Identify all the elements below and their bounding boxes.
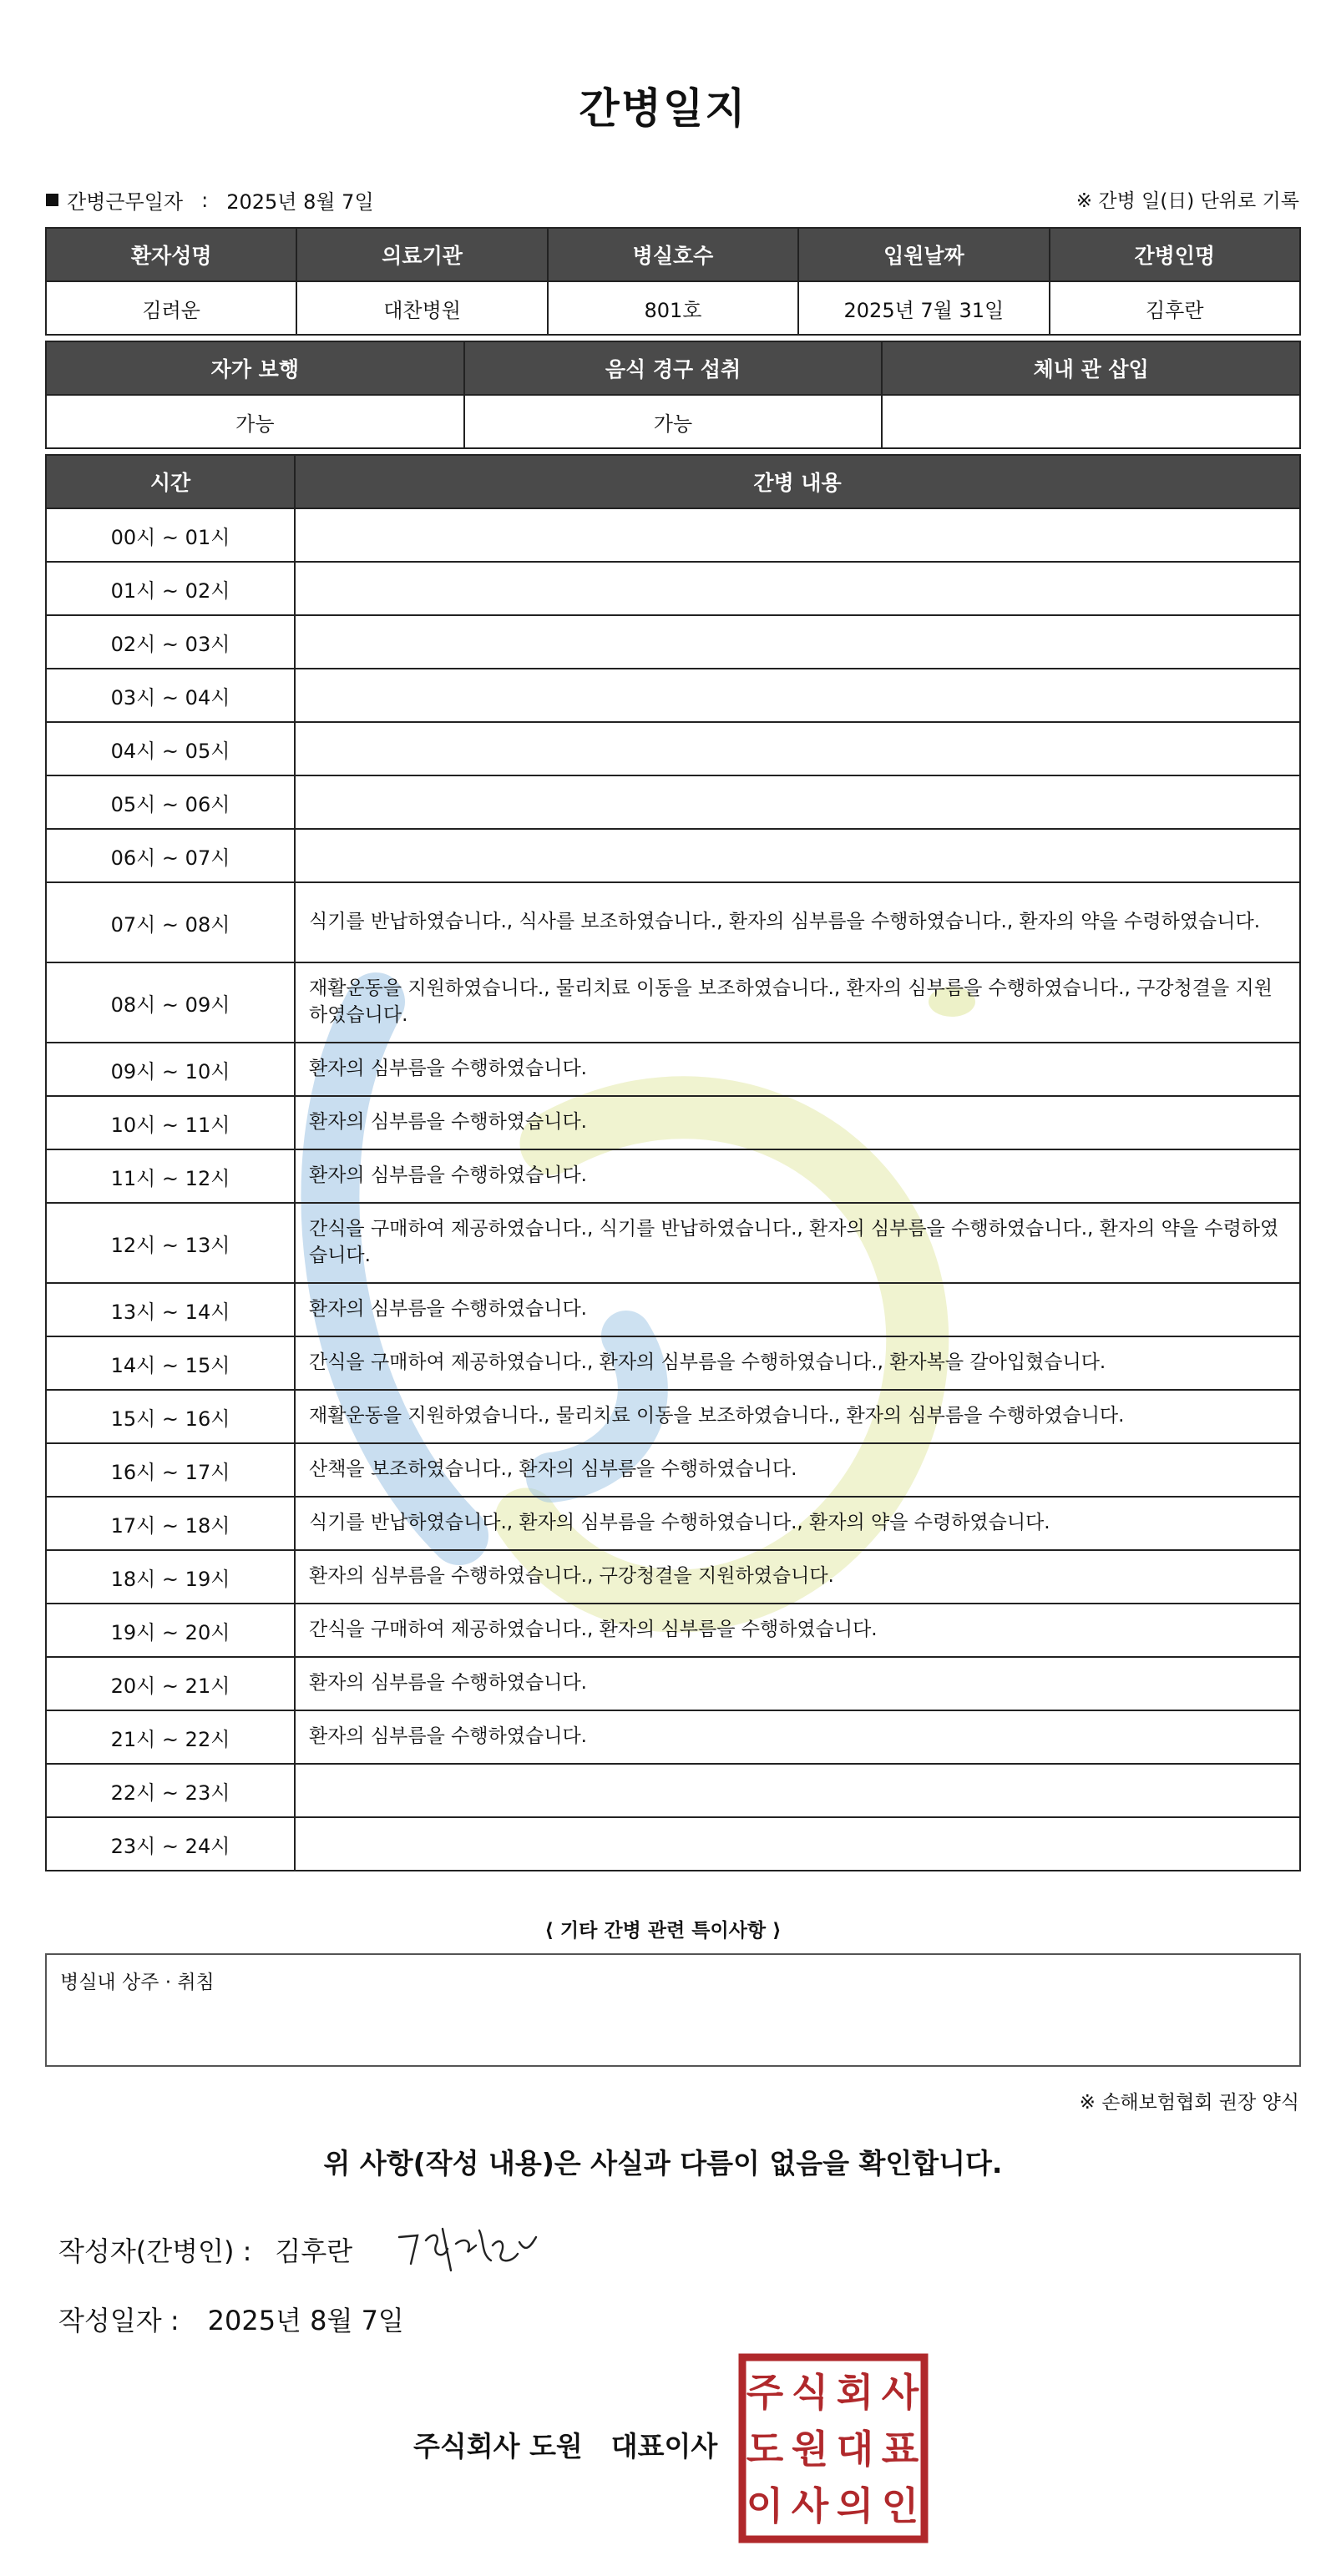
patient-info-table [45,227,1301,336]
time-cell: 21시 ~ 22시 [46,1710,295,1764]
content-cell [295,1817,1300,1871]
admission-date-header: 입원날짜 [798,228,1049,281]
writer-line [58,2230,352,2269]
unit-note: ※ 간병 일(日) 단위로 기록 [1075,190,1299,212]
time-cell: 03시 ~ 04시 [46,669,295,722]
table-row [46,1443,1300,1497]
table-row [46,1203,1300,1283]
seal-glyph: 표 [881,2427,919,2472]
written-date-line [58,2300,404,2338]
tube-value [882,395,1300,448]
content-header: 간병 내용 [295,455,1300,508]
time-cell: 22시 ~ 23시 [46,1764,295,1817]
content-cell: 식기를 반납하였습니다., 식사를 보조하였습니다., 환자의 심부름을 수행하였습니다., 환자의 약을 수령하였습니다. [295,882,1300,962]
table-row [46,1497,1300,1550]
walking-header: 자가 보행 [46,341,464,395]
time-cell: 12시 ~ 13시 [46,1203,295,1283]
content-cell: 간식을 구매하여 제공하였습니다., 환자의 심부름을 수행하였습니다. [295,1604,1300,1657]
content-cell: 환자의 심부름을 수행하였습니다. [295,1657,1300,1710]
walking-value: 가능 [46,395,464,448]
written-date-label: 작성일자 : [58,2305,180,2336]
table-row [46,669,1300,722]
company-line [413,2425,717,2464]
content-cell: 식기를 반납하였습니다., 환자의 심부름을 수행하였습니다., 환자의 약을 수령하였습니다. [295,1497,1300,1550]
time-cell: 07시 ~ 08시 [46,882,295,962]
document-title: 간병일지 [579,84,747,133]
seal-glyph: 식 [791,2370,829,2415]
company-name: 주식회사 도원 [413,2430,583,2462]
table-row [46,962,1300,1043]
content-cell: 재활운동을 지원하였습니다., 물리치료 이동을 보조하였습니다., 환자의 심부름을 수행하였습니다., 구강청결을 지원하였습니다. [295,962,1300,1043]
ability-table [45,341,1301,449]
seal-glyph: 인 [881,2483,919,2528]
table-row [46,1336,1300,1390]
work-date-sep: : [201,188,209,212]
seal-glyph: 사 [881,2370,919,2415]
special-notes-title: ⟨ 기타 간병 관련 특이사항 ⟩ [544,1920,782,1942]
time-cell: 01시 ~ 02시 [46,562,295,615]
written-date-value: 2025년 8월 7일 [207,2305,404,2336]
table-row [46,775,1300,829]
patient-name: 김려운 [46,281,296,335]
time-cell: 05시 ~ 06시 [46,775,295,829]
writer-label: 작성자(간병인) : [58,2235,252,2267]
table-row [46,562,1300,615]
time-cell: 08시 ~ 09시 [46,962,295,1043]
writer-name: 김후란 [275,2235,353,2267]
table-row [46,1096,1300,1149]
content-cell: 간식을 구매하여 제공하였습니다., 환자의 심부름을 수행하였습니다., 환자복을 갈아입혔습니다. [295,1336,1300,1390]
table-row [46,1283,1300,1336]
content-cell [295,562,1300,615]
company-role: 대표이사 [610,2430,718,2462]
time-header: 시간 [46,455,295,508]
oral-intake-header: 음식 경구 섭취 [464,341,883,395]
content-cell: 환자의 심부름을 수행하였습니다. [295,1096,1300,1149]
seal-glyph: 이 [746,2483,784,2528]
form-source-note: ※ 손해보험협회 권장 양식 [1079,2092,1299,2114]
time-cell: 06시 ~ 07시 [46,829,295,882]
time-cell: 09시 ~ 10시 [46,1043,295,1096]
time-cell: 16시 ~ 17시 [46,1443,295,1497]
hospital-name: 대찬병원 [296,281,547,335]
content-cell: 환자의 심부름을 수행하였습니다. [295,1043,1300,1096]
time-cell: 20시 ~ 21시 [46,1657,295,1710]
time-cell: 04시 ~ 05시 [46,722,295,775]
table-row [46,1764,1300,1817]
time-cell: 17시 ~ 18시 [46,1497,295,1550]
content-cell: 산책을 보조하였습니다., 환자의 심부름을 수행하였습니다. [295,1443,1300,1497]
time-cell: 23시 ~ 24시 [46,1817,295,1871]
table-row [46,1817,1300,1871]
content-cell [295,615,1300,669]
time-cell: 02시 ~ 03시 [46,615,295,669]
content-cell [295,829,1300,882]
oral-intake-value: 가능 [464,395,883,448]
table-row [46,1149,1300,1203]
time-cell: 14시 ~ 15시 [46,1336,295,1390]
table-row [46,1604,1300,1657]
seal-glyph: 사 [791,2483,829,2528]
time-cell: 10시 ~ 11시 [46,1096,295,1149]
handwritten-signature [392,2212,543,2279]
content-cell: 환자의 심부름을 수행하였습니다. [295,1283,1300,1336]
work-date-label: 간병근무일자 [67,190,184,214]
content-cell: 간식을 구매하여 제공하였습니다., 식기를 반납하였습니다., 환자의 심부름을 수행하였습니다., 환자의 약을 수령하였습니다. [295,1203,1300,1283]
special-notes-text: 병실내 상주 · 취침 [60,1972,215,1993]
caregiver-name: 김후란 [1050,281,1300,335]
room-header: 병실호수 [548,228,798,281]
tube-header: 체내 관 삽입 [882,341,1300,395]
room-number: 801호 [548,281,798,335]
table-row [46,722,1300,775]
time-cell: 15시 ~ 16시 [46,1390,295,1443]
table-row [46,615,1300,669]
time-cell: 13시 ~ 14시 [46,1283,295,1336]
table-row [46,508,1300,562]
table-row [46,1550,1300,1604]
table-row [46,1657,1300,1710]
patient-name-header: 환자성명 [46,228,296,281]
table-row [46,882,1300,962]
seal-glyph: 대 [836,2427,874,2472]
content-cell: 환자의 심부름을 수행하였습니다., 구강청결을 지원하였습니다. [295,1550,1300,1604]
content-cell: 재활운동을 지원하였습니다., 물리치료 이동을 보조하였습니다., 환자의 심부름을 수행하였습니다. [295,1390,1300,1443]
time-cell: 00시 ~ 01시 [46,508,295,562]
seal-glyph: 도 [746,2427,784,2472]
bullet-square-icon [46,194,58,206]
table-row [46,829,1300,882]
seal-glyph: 의 [836,2483,874,2528]
confirmation-statement: 위 사항(작성 내용)은 사실과 다름이 없음을 확인합니다. [323,2147,1003,2179]
content-cell [295,775,1300,829]
time-cell: 11시 ~ 12시 [46,1149,295,1203]
company-seal-stamp [737,2352,929,2544]
work-date-line [46,185,374,215]
seal-glyph: 원 [791,2427,829,2472]
content-cell [295,508,1300,562]
work-date-value: 2025년 8월 7일 [226,190,374,214]
caregiver-header: 간병인명 [1050,228,1300,281]
care-log-table [45,454,1301,1871]
content-cell: 환자의 심부름을 수행하였습니다. [295,1710,1300,1764]
hospital-header: 의료기관 [296,228,547,281]
content-cell [295,722,1300,775]
content-cell: 환자의 심부름을 수행하였습니다. [295,1149,1300,1203]
time-cell: 18시 ~ 19시 [46,1550,295,1604]
admission-date: 2025년 7월 31일 [798,281,1049,335]
content-cell [295,669,1300,722]
table-row [46,1043,1300,1096]
seal-glyph: 회 [836,2370,874,2415]
time-cell: 19시 ~ 20시 [46,1604,295,1657]
special-notes-box [45,1953,1301,2067]
table-row [46,1710,1300,1764]
table-row [46,1390,1300,1443]
content-cell [295,1764,1300,1817]
seal-glyph: 주 [746,2370,784,2415]
